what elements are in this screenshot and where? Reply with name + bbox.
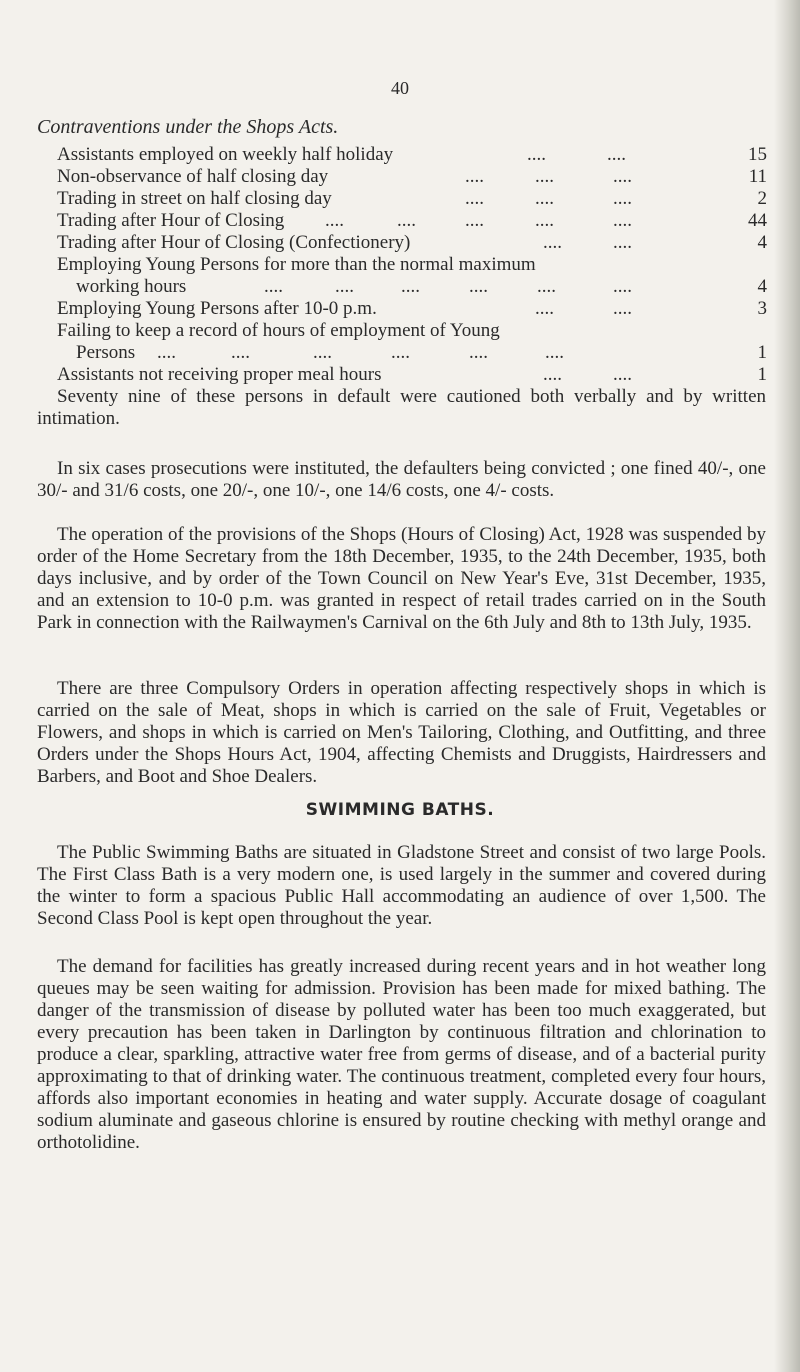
contravention-row: Trading after Hour of Closing .... .... .... .... .... 44 — [57, 210, 767, 231]
contravention-count: 2 — [757, 188, 767, 209]
swimming-baths-heading: SWIMMING BATHS. — [305, 800, 495, 820]
contravention-row: Assistants employed on weekly half holiday .... .... 15 — [57, 144, 767, 165]
contravention-row: Trading after Hour of Closing (Confectionery) .... .... 4 — [57, 232, 767, 253]
contravention-row: Employing Young Persons after 10-0 p.m. .... .... 3 — [57, 298, 767, 319]
page-number: 40 — [391, 78, 409, 98]
contravention-label: Non-observance of half closing day — [57, 166, 329, 187]
contravention-label: Trading after Hour of Closing — [57, 210, 285, 231]
contravention-label: Trading after Hour of Closing (Confectionery) — [57, 232, 411, 253]
contravention-count: 15 — [748, 144, 767, 165]
contravention-label: working hours — [76, 276, 187, 297]
paragraph-compulsory-orders: There are three Compulsory Orders in operation affecting respectively shops in which is carried on the sale of Meat, shops in which is carried on the sale of Fruit, Vegetables or Flowers, and shops in which is carried on Men's Tailoring, Clothing, and Outfitting, and three Orders under the Shops Hours Act, 1904, affecting Chemists and Druggists, Hairdressers and Barbers, and Boot and Shoe Dealers. — [37, 678, 766, 787]
contravention-label: Assistants employed on weekly half holiday — [57, 144, 394, 165]
contravention-count: 4 — [757, 232, 767, 253]
contravention-count: 3 — [757, 298, 767, 319]
contravention-count: 11 — [748, 166, 767, 187]
contravention-row: Persons .... .... .... .... .... .... 1 — [76, 342, 767, 363]
contravention-label: Employing Young Persons for more than the normal maximum — [57, 254, 536, 275]
paragraph-baths: The Public Swimming Baths are situated in Gladstone Street and consist of two large Pools. The First Class Bath is a very modern one, is used largely in the summer and covered during the winter to form a spacious Public Hall accommodating an audience of over 1,500. The Second Class Pool is kept open throughout the year. — [37, 842, 766, 929]
contravention-label: Employing Young Persons after 10-0 p.m. — [57, 298, 377, 319]
contravention-row — [57, 254, 767, 276]
contravention-count: 1 — [757, 364, 767, 385]
contravention-row: Assistants not receiving proper meal hours .... .... 1 — [57, 364, 767, 385]
section-title: Contraventions under the Shops Acts. — [37, 116, 339, 138]
contravention-row: Trading in street on half closing day .... .... .... 2 — [57, 188, 767, 209]
paragraph-demand: The demand for facilities has greatly increased during recent years and in hot weather long queues may be seen waiting for admission. Provision has been made for mixed bathing. The danger of the transmission of disease by polluted water has been too much exaggerated, but every precaution has been taken in Darlington by continuous filtration and chlorination to produce a clear, sparkling, attractive water free from germs of disease, and of a bacterial purity approximating to that of drinking water. The continuous treatment, completed every four hours, affords also important economies in heating and water supply. Accurate dosage of coagulant sodium aluminate and gaseous chlorine is ensured by routine checking with methyl orange and orthotolidine. — [37, 956, 766, 1153]
contravention-count: 1 — [757, 342, 767, 363]
contravention-label: Failing to keep a record of hours of employment of Young — [57, 320, 500, 341]
contravention-row: working hours .... .... .... .... .... .... 4 — [76, 276, 767, 297]
paragraph-cautioned: Seventy nine of these persons in default were cautioned both verbally and by written intimation. — [37, 386, 766, 429]
contraventions-list — [57, 144, 767, 386]
contravention-label: Assistants not receiving proper meal hours — [57, 364, 382, 385]
page-edge-shadow — [774, 0, 800, 1372]
contravention-count: 4 — [757, 276, 767, 297]
paragraph-prosecutions: In six cases prosecutions were instituted, the defaulters being convicted ; one fined 40/-, one 30/- and 31/6 costs, one 20/-, one 10/-, one 14/6 costs, one 4/- costs. — [37, 458, 766, 501]
contravention-count: 44 — [748, 210, 767, 231]
contravention-label: Persons — [76, 342, 136, 363]
paragraph-suspension: The operation of the provisions of the Shops (Hours of Closing) Act, 1928 was suspended by order of the Home Secretary from the 18th December, 1935, to the 24th December, 1935, both days inclusive, and by order of the Town Council on New Year's Eve, 31st December, 1935, and an extension to 10-0 p.m. was granted in respect of retail trades carried on in the South Park in connection with the Railwaymen's Carnival on the 6th July and 8th to 13th July, 1935. — [37, 524, 766, 633]
contravention-row — [57, 320, 767, 342]
contravention-row: Non-observance of half closing day .... .... .... 11 — [57, 166, 767, 187]
contravention-label: Trading in street on half closing day — [57, 188, 332, 209]
